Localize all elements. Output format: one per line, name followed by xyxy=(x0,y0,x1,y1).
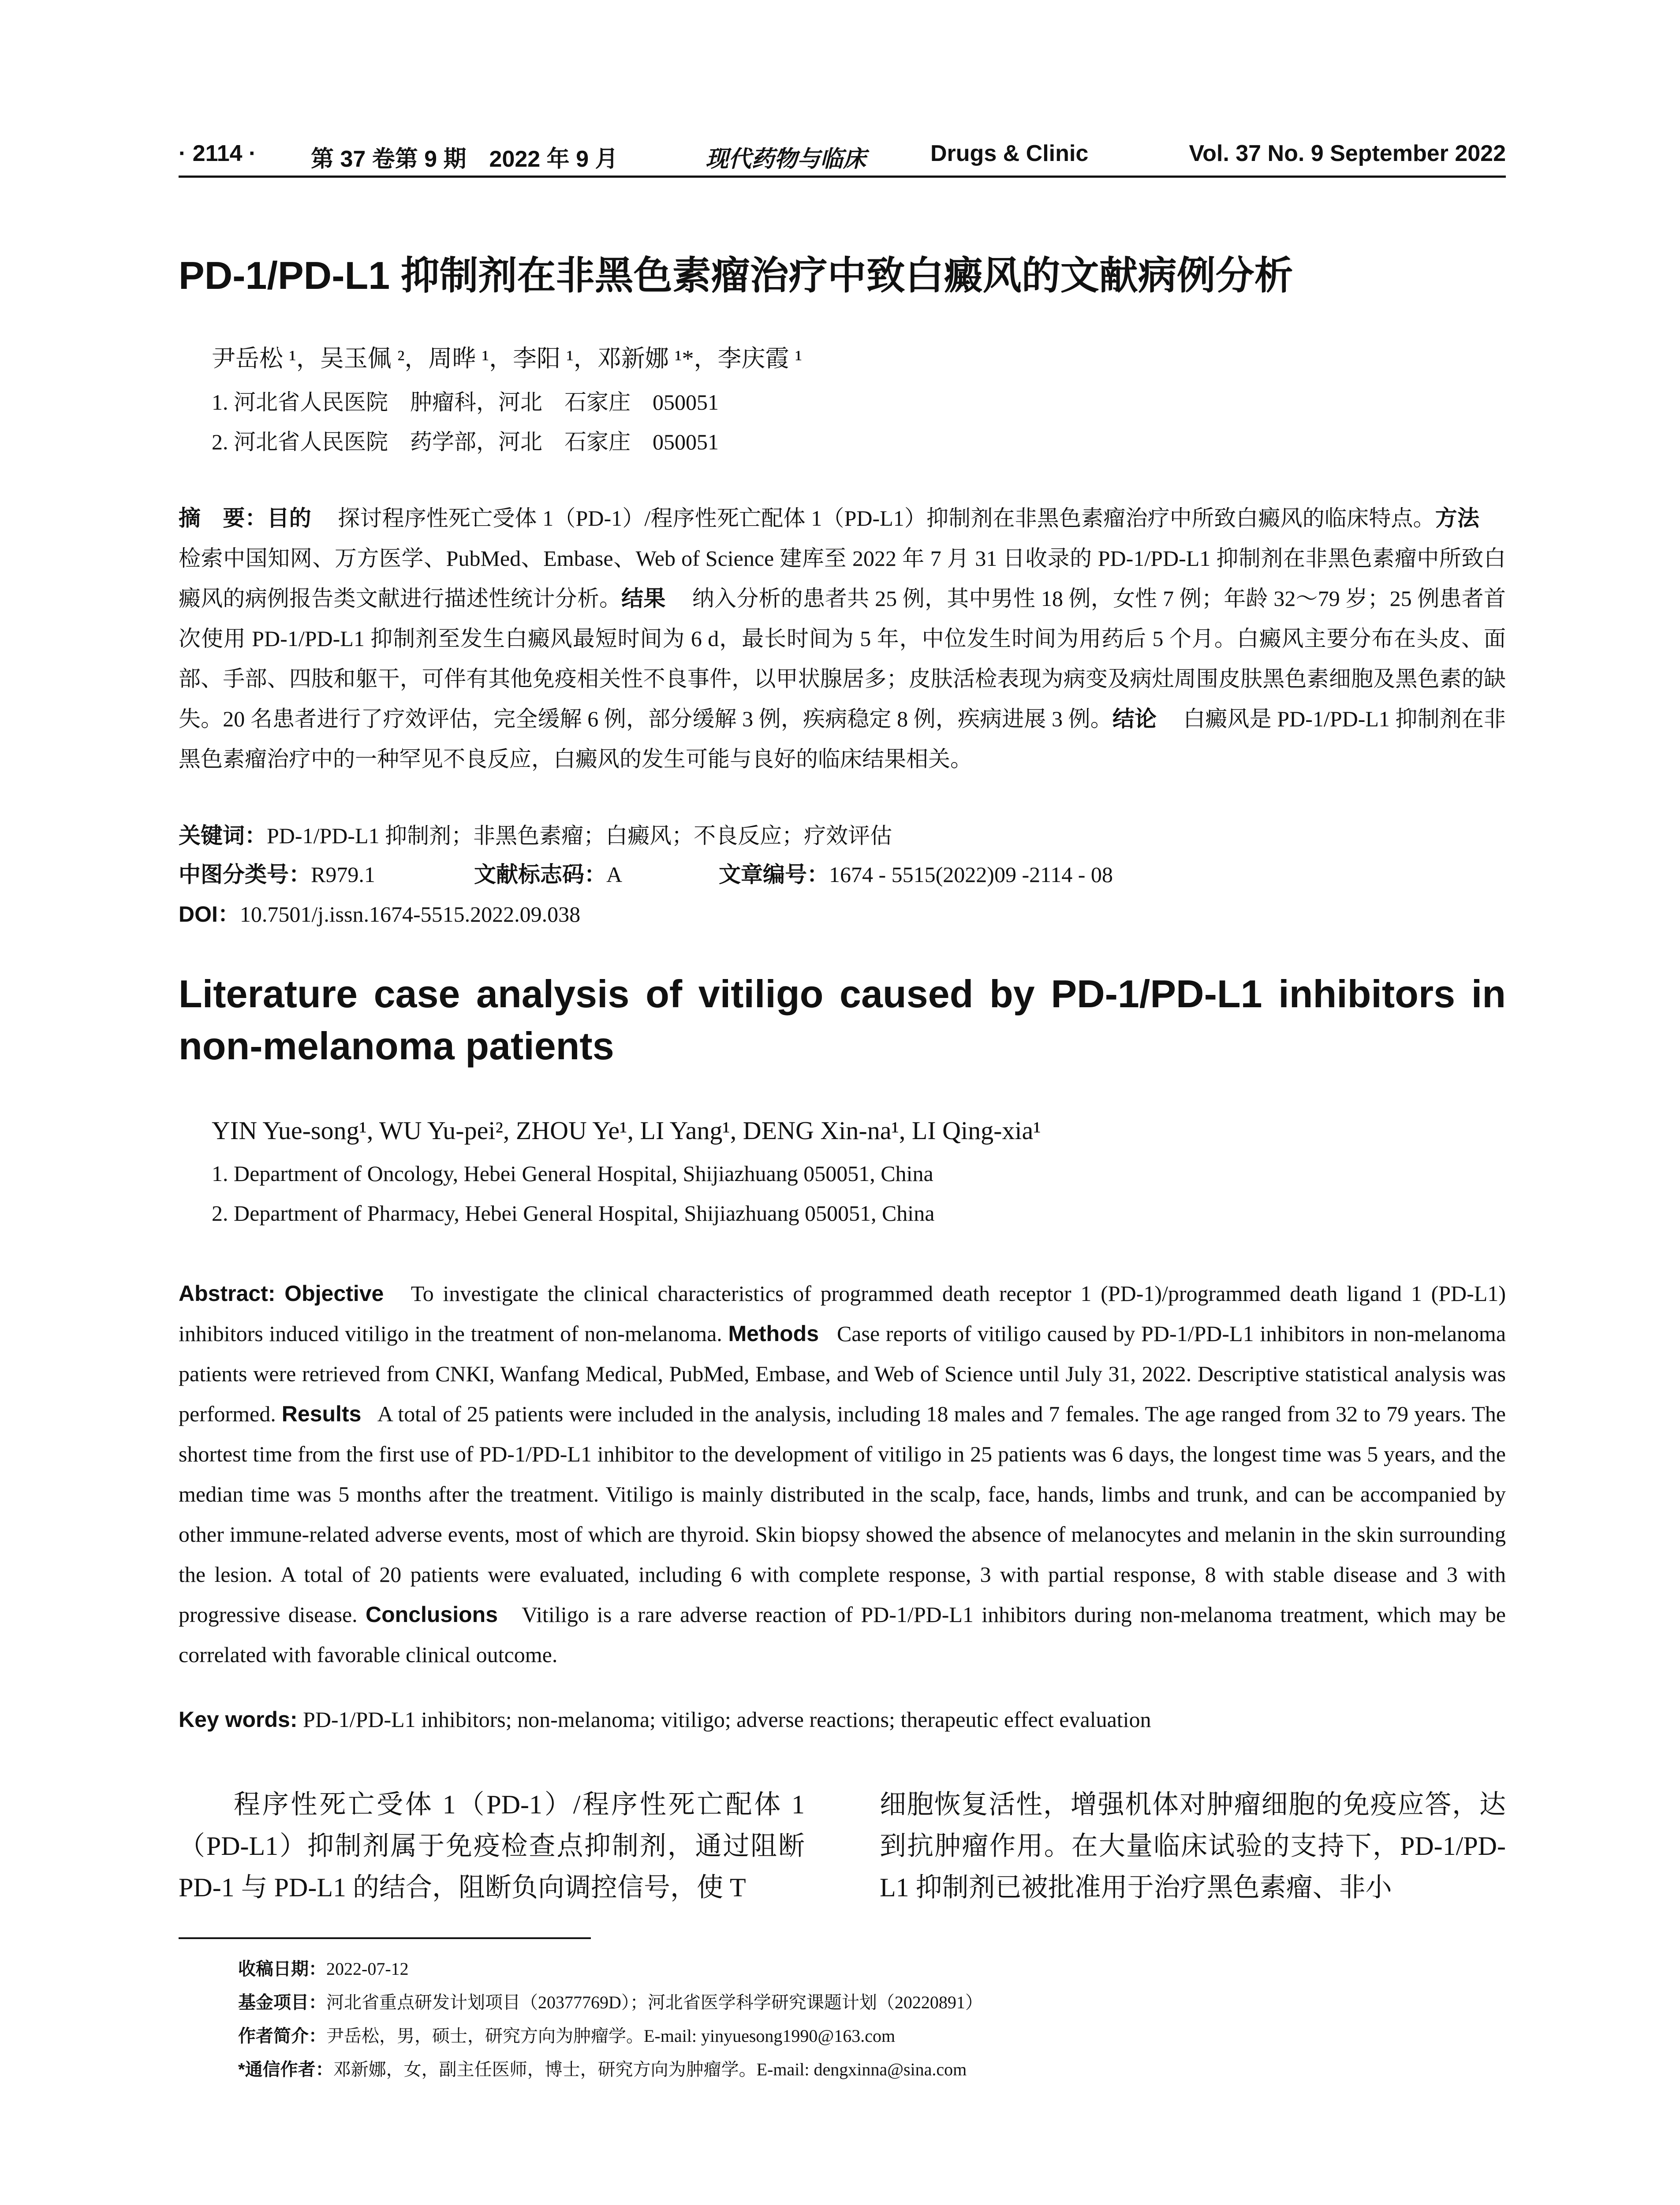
page-number: · 2114 · xyxy=(179,141,257,166)
conclusion-cn-label: 结论 xyxy=(1112,706,1157,731)
authors-en: YIN Yue-song¹, WU Yu-pei², ZHOU Ye¹, LI Yang¹, DENG Xin-na¹, LI Qing-xia¹ xyxy=(212,1116,1041,1145)
clc-label: 中图分类号： xyxy=(179,862,311,887)
affiliation-en-1: 1. Department of Oncology, Hebei General Hospital, Shijiazhuang 050051, China xyxy=(212,1161,933,1186)
doi-label: DOI： xyxy=(179,902,240,927)
footnote-funding xyxy=(238,1988,983,2014)
running-header xyxy=(179,140,1506,176)
author-bio-value: 尹岳松，男，硕士，研究方向为肿瘤学。E-mail: yinyuesong1990@163.com xyxy=(326,2026,896,2046)
journal-name-en: Drugs & Clinic xyxy=(930,141,1089,166)
objective-cn: 探讨程序性死亡受体 1（PD-1）/程序性死亡配体 1（PD-L1）抑制剂在非黑色素瘤治疗中所致白癜风的临床特点。 xyxy=(337,506,1435,531)
doi xyxy=(179,897,580,928)
abstract-en-label: Abstract: xyxy=(179,1281,276,1306)
body-right-text: 细胞恢复活性，增强机体对肿瘤细胞的免疫应答，达到抗肿瘤作用。在大量临床试验的支持下，PD-1/PD-L1 抑制剂已被批准用于治疗黑色素瘤、非小 xyxy=(880,1790,1506,1902)
affiliation-cn-1: 1. 河北省人民医院 肿瘤科，河北 石家庄 050051 xyxy=(212,390,719,415)
keywords-en xyxy=(179,1707,1151,1732)
conclusions-en-label: Conclusions xyxy=(366,1602,498,1627)
keywords-cn-value: PD-1/PD-L1 抑制剂；非黑色素瘤；白癜风；不良反应；疗效评估 xyxy=(267,823,892,848)
abstract-cn-label: 摘 要： xyxy=(179,506,267,531)
methods-en: Case reports of vitiligo caused by PD-1/PD-L1 inhibitors in non-melanoma patients were retrieved from CNKI, Wanfang Medical, PubMed, Embase, and Web of Science until July 31, 2022. Descriptive statistical analysis was performed. xyxy=(179,1321,1506,1426)
keywords-en-value: PD-1/PD-L1 inhibitors; non-melanoma; vitiligo; adverse reactions; therapeutic effect evaluation xyxy=(303,1707,1151,1732)
clc-value: R979.1 xyxy=(311,862,375,887)
objective-cn-label: 目的 xyxy=(267,506,311,531)
conclusion-cn: 白癜风是 PD-1/PD-L1 抑制剂在非黑色素瘤治疗中的一种罕见不良反应，白癜风的发生可能与良好的临床结果相关。 xyxy=(179,706,1506,771)
keywords-cn-label: 关键词： xyxy=(179,823,267,848)
keywords-cn xyxy=(179,818,892,850)
affiliation-cn-2: 2. 河北省人民医院 药学部，河北 石家庄 050051 xyxy=(212,430,719,454)
corresponding-label: *通信作者： xyxy=(238,2060,333,2079)
received-label: 收稿日期： xyxy=(238,1959,326,1979)
doi-value: 10.7501/j.issn.1674-5515.2022.09.038 xyxy=(239,902,581,927)
title-en: Literature case analysis of vitiligo caused by PD-1/PD-L1 inhibitors in non-melanoma patients xyxy=(179,972,1506,1068)
methods-cn-label: 方法 xyxy=(1435,506,1480,531)
abstract-cn xyxy=(179,498,1506,779)
conclusions-en: Vitiligo is a rare adverse reaction of PD-1/PD-L1 inhibitors during non-melanoma treatment, which may be correlated with favorable clinical outcome. xyxy=(179,1602,1506,1667)
footnote-author-bio xyxy=(238,2022,895,2047)
affiliation-en-2: 2. Department of Pharmacy, Hebei General Hospital, Shijiazhuang 050051, China xyxy=(212,1201,935,1226)
authors-cn: 尹岳松 ¹，吴玉佩 ²，周晔 ¹，李阳 ¹，邓新娜 ¹*，李庆霞 ¹ xyxy=(212,345,803,372)
objective-en-label: Objective xyxy=(284,1281,384,1306)
methods-cn: 检索中国知网、万方医学、PubMed、Embase、Web of Science 建库至 2022 年 7 月 31 日收录的 PD-1/PD-L1 抑制剂在非黑色素瘤中所致白癜风的病例报告类文献进行描述性统计分析。 xyxy=(179,546,1506,611)
title-cn: PD-1/PD-L1 抑制剂在非黑色素瘤治疗中致白癜风的文献病例分析 xyxy=(179,254,1293,297)
corresponding-value: 邓新娜，女，副主任医师，博士，研究方向为肿瘤学。E-mail: dengxinna@sina.com xyxy=(333,2059,967,2079)
received-value: 2022-07-12 xyxy=(326,1959,409,1979)
keywords-en-label: Key words: xyxy=(179,1707,298,1732)
results-cn: 纳入分析的患者共 25 例，其中男性 18 例，女性 7 例；年龄 32～79 岁；25 例患者首次使用 PD-1/PD-L1 抑制剂至发生白癜风最短时间为 6 d，最长时间为 5 年，中位发生时间为用药后 5 个月。白癜风主要分布在头皮、面部、手部、四肢和躯干，可伴有其他免疫相关性不良事件，以甲状腺居多；皮肤活检表现为病变及病灶周围皮肤黑色素细胞及黑色素的缺失。20 名患者进行了疗效评估，完全缓解 6 例，部分缓解 3 例，疾病稳定 8 例，疾病进展 3 例。 xyxy=(179,586,1506,731)
footnote-corresponding xyxy=(238,2056,967,2081)
issue-en: Vol. 37 No. 9 September 2022 xyxy=(1189,141,1506,166)
doc-code-value: A xyxy=(606,862,623,887)
body-column-left xyxy=(179,1784,805,1908)
funding-label: 基金项目： xyxy=(238,1993,326,2012)
article-no-value: 1674 - 5515(2022)09 -2114 - 08 xyxy=(829,862,1113,887)
body-left-text: 程序性死亡受体 1（PD-1）/程序性死亡配体 1（PD-L1）抑制剂属于免疫检查点抑制剂，通过阻断 PD-1 与 PD-L1 的结合，阻断负向调控信号，使 T xyxy=(179,1790,805,1902)
objective-en: To investigate the clinical characteristics of programmed death receptor 1 (PD-1)/programmed death ligand 1 (PD-L1) inhibitors induced vitiligo in the treatment of non-melanoma. xyxy=(179,1281,1506,1346)
journal-name-cn: 现代药物与临床 xyxy=(706,147,866,172)
body-column-right xyxy=(880,1784,1506,1908)
article-no-label: 文章编号： xyxy=(719,862,829,887)
issue-cn: 第 37 卷第 9 期 2022 年 9 月 xyxy=(311,146,618,172)
footnote-received xyxy=(238,1955,409,1980)
results-en-label: Results xyxy=(281,1401,362,1426)
doc-code-label: 文献标志码： xyxy=(474,862,606,887)
results-cn-label: 结果 xyxy=(621,586,666,611)
header-rule xyxy=(179,176,1506,178)
results-en: A total of 25 patients were included in the analysis, including 18 males and 7 females. The age ranged from 32 to 79 years. The shortest time from the first use of PD-1/PD-L1 inhibitor to the development of vitiligo in 25 patients was 6 days, the longest time was 5 years, and the median time was 5 months after the treatment. Vitiligo is mainly distributed in the scalp, face, hands, limbs and trunk, and can be accompanied by other immune-related adverse events, most of which are thyroid. Skin biopsy showed the absence of melanocytes and melanin in the skin surrounding the lesion. A total of 20 patients were evaluated, including 6 with complete response, 3 with partial response, 8 with stable disease and 3 with progressive disease. xyxy=(179,1401,1506,1627)
funding-value: 河北省重点研发计划项目（20377769D）；河北省医学科学研究课题计划（20220891） xyxy=(326,1992,983,2012)
methods-en-label: Methods xyxy=(728,1321,819,1346)
author-bio-label: 作者简介： xyxy=(238,2026,326,2046)
abstract-en xyxy=(179,1274,1506,1675)
footnote-rule xyxy=(179,1937,591,1939)
classification xyxy=(179,857,1506,888)
